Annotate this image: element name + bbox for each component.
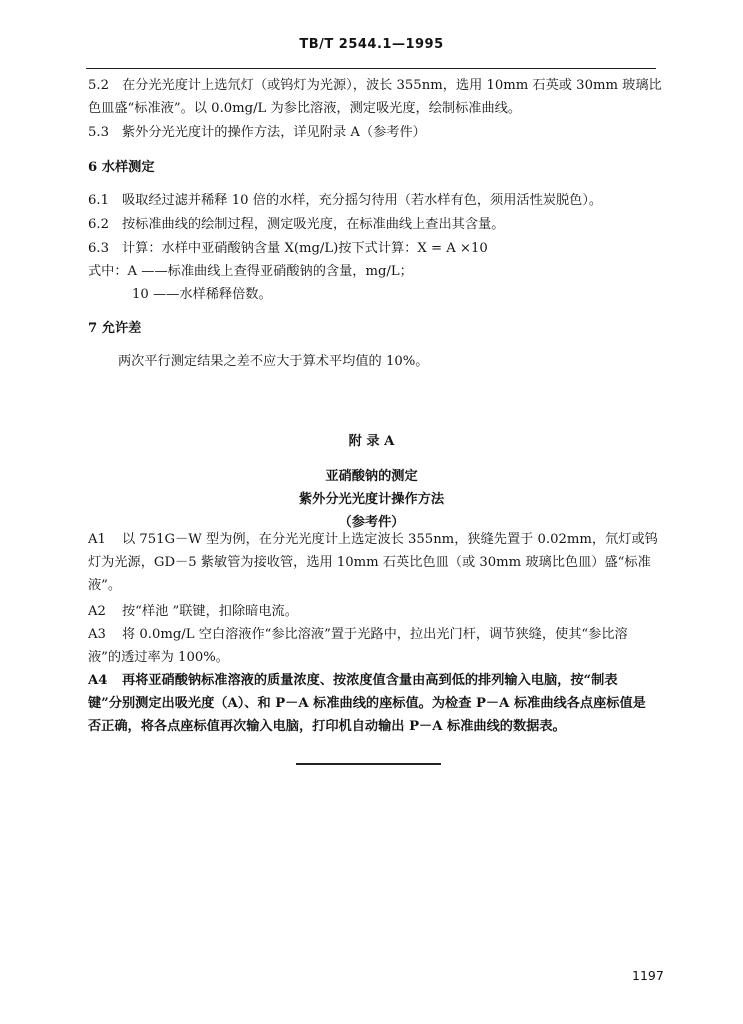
clause-text: 以 751G－W 型为例，在分光光度计上选定波长 355nm，狭缝先置于 0.02mm，氘灯或钨: [122, 532, 658, 547]
clause-number: 5.3: [88, 125, 109, 140]
clause-text: 紫外分光光度计的操作方法，详见附录 A（参考件）: [122, 125, 426, 140]
clause-5-3: [88, 124, 426, 141]
clause-a1: [88, 531, 658, 548]
clause-a3: [88, 626, 628, 643]
clause-number: 6.2: [88, 217, 109, 232]
clause-number: A2: [88, 604, 106, 619]
clause-text: 将 0.0mg/L 空白溶液作“参比溶液”置于光路中，拉出光门杆，调节狭缝，使其“参比溶: [122, 627, 628, 642]
clause-text: 吸取经过滤并稀释 10 倍的水样，充分摇匀待用（若水样有色，须用活性炭脱色）。: [122, 193, 603, 208]
clause-a4: [88, 672, 618, 689]
clause-number: A4: [88, 673, 108, 688]
clause-a4-cont-2: 否正确，将各点座标值再次输入电脑，打印机自动输出 P－A 标准曲线的数据表。: [88, 719, 566, 734]
appendix-label: 附 录 A: [348, 434, 395, 449]
page-number: 1197: [632, 968, 664, 983]
clause-5-2: [88, 77, 662, 94]
clause-number: 5.2: [88, 78, 109, 93]
formula-where-a: 式中：A ——标准曲线上查得亚硝酸钠的含量，mg/L；: [88, 264, 413, 279]
document-header: TB/T 2544.1—1995: [299, 37, 444, 52]
clause-a4-cont-1: 键”分别测定出吸光度（A）、和 P－A 标准曲线的座标值。为检查 P－A 标准曲线各点座标值是: [88, 696, 646, 711]
end-rule: [296, 763, 441, 765]
clause-text: 在分光光度计上选氘灯（或钨灯为光源），波长 355nm，选用 10mm 石英或 30mm 玻璃比: [122, 78, 662, 93]
appendix-title-1: 亚硝酸钠的测定: [325, 469, 418, 484]
formula-where-10: 10 ——水样稀释倍数。: [132, 287, 272, 302]
clause-6-2: [88, 216, 504, 233]
clause-a3-cont: 液”的透过率为 100%。: [88, 650, 229, 665]
clause-6-1: [88, 192, 602, 209]
appendix-title-2: 紫外分光光度计操作方法: [298, 492, 445, 507]
clause-6-3: [88, 240, 488, 257]
clause-number: A3: [88, 627, 106, 642]
clause-a1-cont-1: 灯为光源，GD－5 紫敏管为接收管，选用 10mm 石英比色皿（或 30mm 玻璃比色皿）盛“标准: [88, 555, 651, 570]
clause-a2: [88, 603, 298, 620]
appendix-reference-note: （参考件）: [338, 515, 405, 530]
section-7-title: 7 允许差: [88, 321, 142, 336]
clause-number: A1: [88, 532, 106, 547]
clause-text: 再将亚硝酸钠标准溶液的质量浓度、按浓度值含量由高到低的排列输入电脑，按“制表: [122, 673, 618, 688]
clause-a1-cont-2: 液”。: [88, 578, 122, 593]
section-6-title: 6 水样测定: [88, 160, 155, 175]
section-7-text: 两次平行测定结果之差不应大于算术平均值的 10%。: [118, 354, 429, 369]
clause-number: 6.1: [88, 193, 109, 208]
clause-text: 按“样池 ”联键，扣除暗电流。: [122, 604, 298, 619]
clause-number: 6.3: [88, 241, 109, 256]
clause-text: 按标准曲线的绘制过程，测定吸光度，在标准曲线上查出其含量。: [122, 217, 505, 232]
header-rule: [86, 68, 656, 69]
clause-5-2-cont: 色皿盛“标准液”。以 0.0mg/L 为参比溶液，测定吸光度，绘制标准曲线。: [88, 101, 522, 116]
clause-text: 计算：水样中亚硝酸钠含量 X(mg/L)按下式计算：X = A ×10: [122, 241, 488, 256]
